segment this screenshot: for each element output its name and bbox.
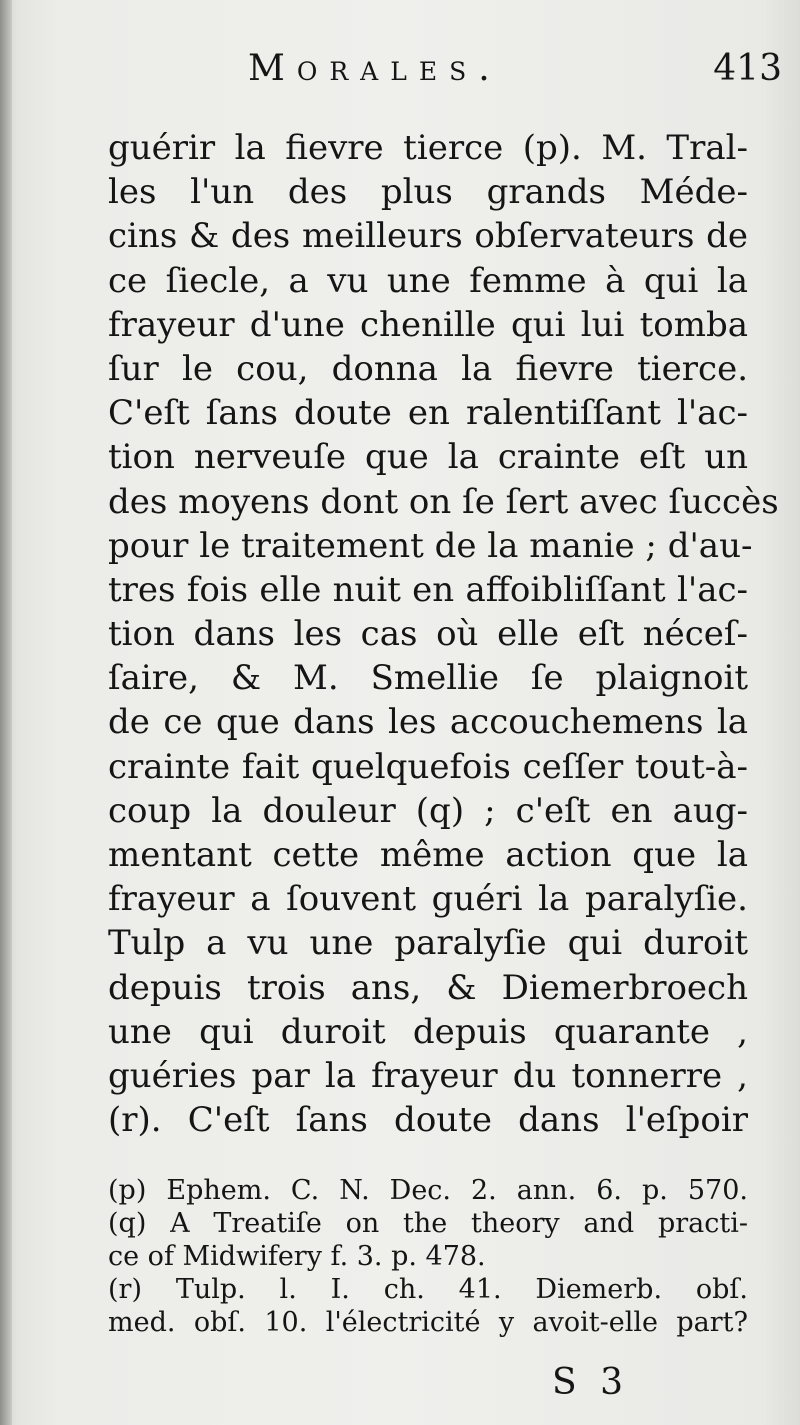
footnotes	[108, 1174, 748, 1339]
text-line: des moyens dont on ſe ſert avec ſuccès	[108, 481, 779, 522]
running-title: Morales.	[248, 48, 502, 89]
text-line: crainte fait quelquefois ceſſer tout-à-	[108, 746, 748, 787]
footnote-line: (r) Tulp. l. I. ch. 41. Diemerb. obſ.	[108, 1274, 748, 1305]
footnote-line: (p) Ephem. C. N. Dec. 2. ann. 6. p. 570.	[108, 1175, 748, 1206]
text-line: tion nerveuſe que la crainte eſt un	[108, 437, 748, 478]
text-line: guéries par la frayeur du tonnerre ,	[108, 1055, 748, 1096]
footnote-line: ce of Midwifery f. 3. p. 478.	[108, 1241, 486, 1272]
text-line: tion dans les cas où elle eſt néceſ-	[108, 614, 748, 655]
text-line: les l'un des plus grands Méde-	[108, 172, 748, 213]
page-spine-edge	[0, 0, 12, 1425]
text-line: frayeur d'une chenille qui lui tomba	[108, 304, 748, 345]
footnote-line: (q) A Treatiſe on the theory and practi-	[108, 1208, 748, 1239]
page-number: 413	[713, 48, 782, 89]
footnote-line: med. obſ. 10. l'électricité y avoit-elle part?	[108, 1307, 748, 1338]
text-line: coup la douleur (q) ; c'eſt en aug-	[108, 790, 748, 831]
text-line: ſaire, & M. Smellie ſe plaignoit	[108, 658, 748, 699]
text-line: de ce que dans les accouchemens la	[108, 702, 748, 743]
text-line: Tulp a vu une paralyſie qui duroit	[108, 923, 748, 964]
text-line: une qui duroit depuis quarante ,	[108, 1011, 748, 1052]
text-line: ſur le cou, donna la fievre tierce.	[108, 348, 748, 389]
text-line: mentant cette même action que la	[108, 835, 748, 875]
text-line: (r). C'eſt ſans doute dans l'eſpoir	[108, 1100, 748, 1141]
text-line: depuis trois ans, & Diemerbroech	[108, 967, 748, 1008]
text-line: ce ſiecle, a vu une femme à qui la	[108, 260, 748, 301]
text-line: frayeur a ſouvent guéri la paralyſie.	[108, 879, 748, 920]
signature-mark: S 3	[552, 1362, 630, 1403]
text-line: C'eſt ſans doute en ralentiſſant l'ac-	[108, 393, 748, 434]
text-line: cins & des meilleurs obſervateurs de	[108, 216, 748, 257]
page-header	[110, 44, 782, 104]
text-line: guérir la fievre tierce (p). M. Tral-	[108, 128, 748, 168]
text-line: pour le traitement de la manie ; d'au-	[108, 525, 753, 566]
body-text	[108, 126, 779, 1142]
text-line: tres fois elle nuit en affoibliſſant l'ac-	[108, 569, 748, 610]
